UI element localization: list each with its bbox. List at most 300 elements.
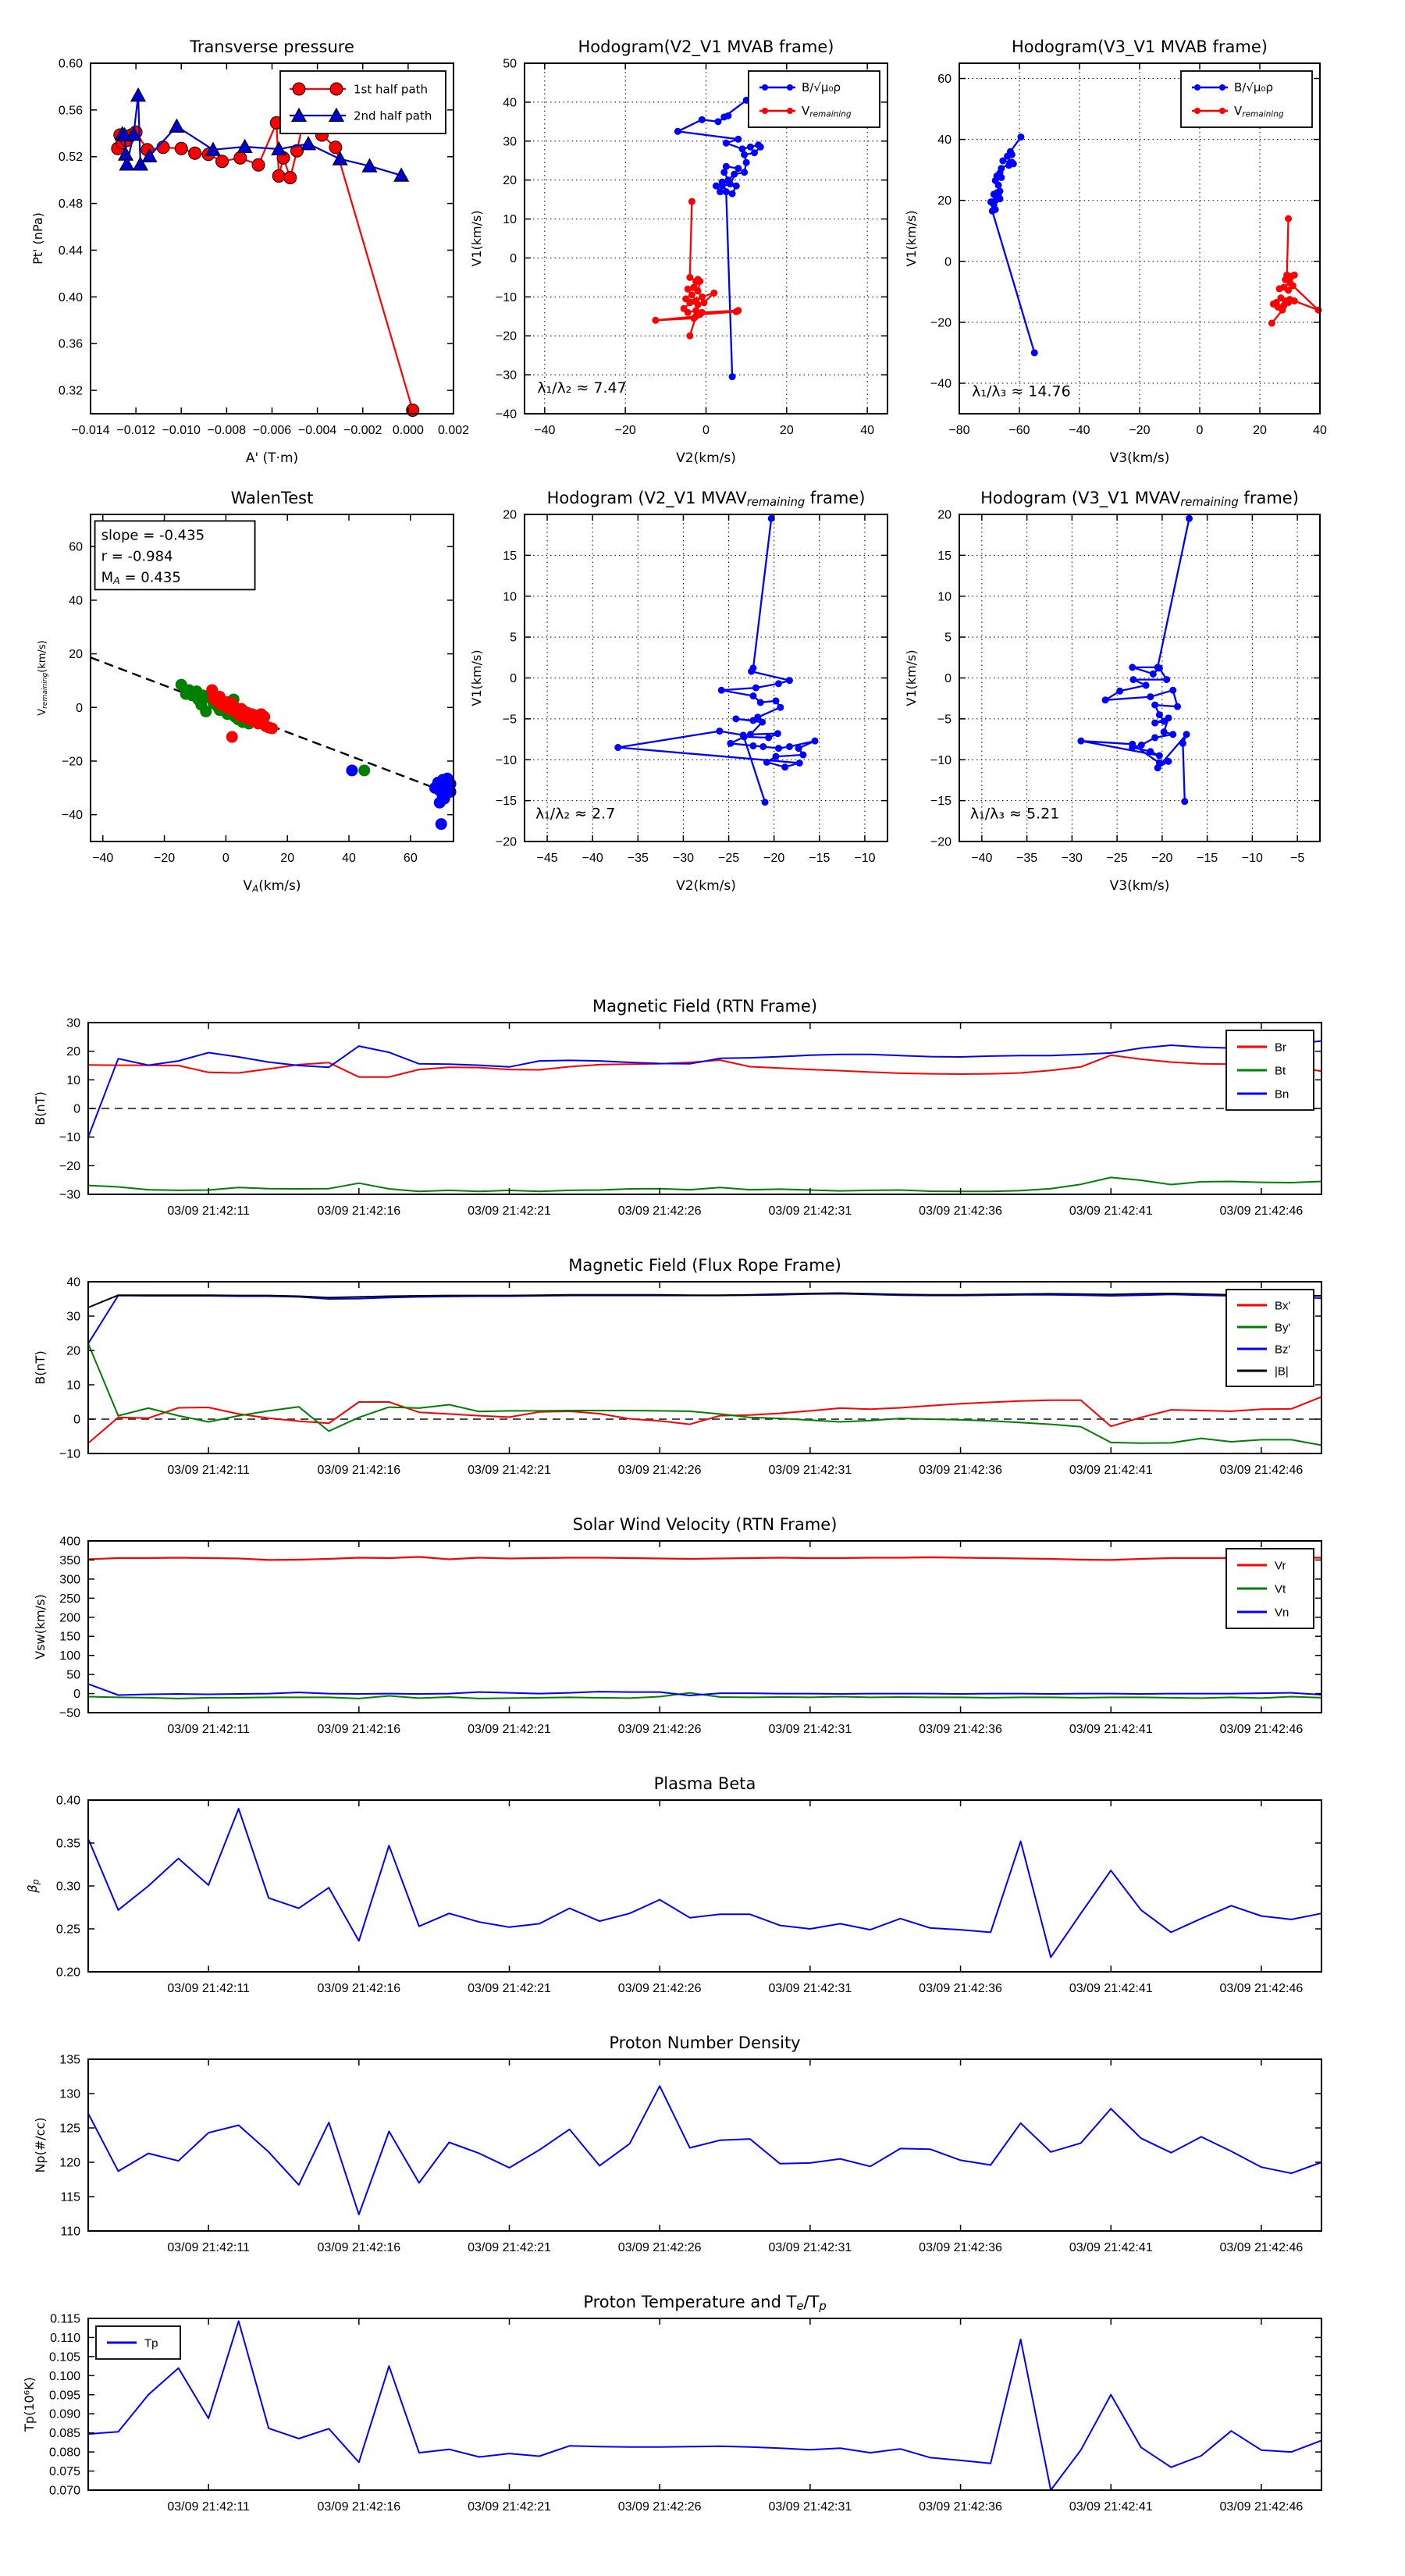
x-tick-label: 0 xyxy=(222,852,229,865)
dot-marker xyxy=(1156,753,1163,760)
y-tick-label: 350 xyxy=(59,1553,80,1567)
y-tick-label: 300 xyxy=(59,1573,80,1587)
dot-marker xyxy=(1276,285,1283,292)
axes-box xyxy=(88,2318,1321,2490)
series-Vn xyxy=(88,1684,1321,1695)
triangle-marker xyxy=(237,140,251,153)
dot-marker xyxy=(1156,711,1163,718)
x-tick-label: 03/09 21:42:46 xyxy=(1219,1464,1304,1477)
x-tick-label: −0.010 xyxy=(162,424,201,437)
dot-marker xyxy=(1154,764,1161,771)
y-tick-label: 115 xyxy=(60,2190,80,2204)
y-tick-label: 125 xyxy=(59,2122,80,2136)
x-axis-label: A' (T·m) xyxy=(245,450,299,466)
dot-marker xyxy=(1138,742,1145,749)
x-tick-label: 03/09 21:42:36 xyxy=(919,1464,1002,1477)
y-tick-label: 10 xyxy=(66,1073,80,1087)
y-axis-label: Pt' (nPa) xyxy=(30,212,45,265)
dot-marker xyxy=(1186,515,1193,522)
x-tick-label: 03/09 21:42:26 xyxy=(617,1982,702,1995)
stats-line: r = -0.984 xyxy=(101,548,173,565)
circle-marker xyxy=(216,155,229,168)
chart-title: Magnetic Field (RTN Frame) xyxy=(592,997,818,1016)
x-tick-label: 03/09 21:42:16 xyxy=(317,2500,401,2514)
x-axis-label: V3(km/s) xyxy=(1109,450,1170,466)
series-Vr xyxy=(88,1557,1321,1560)
dot-marker xyxy=(749,692,756,699)
dot-marker xyxy=(777,704,784,711)
chart-title: Plasma Beta xyxy=(653,1774,756,1793)
dot-marker xyxy=(732,715,739,722)
dot-marker xyxy=(773,753,780,760)
dot-marker xyxy=(715,118,722,125)
dot-marker xyxy=(695,287,702,294)
dot-marker xyxy=(674,128,681,135)
y-tick-label: 40 xyxy=(66,1276,80,1290)
annotation: λ₁/λ₃ ≈ 14.76 xyxy=(972,382,1071,400)
dot-marker xyxy=(735,136,742,143)
y-tick-label: −5 xyxy=(937,713,951,727)
dot-marker xyxy=(741,151,748,158)
dot-marker xyxy=(799,751,806,758)
x-axis-label: V3(km/s) xyxy=(1109,878,1170,894)
y-axis-label: Vsw(km/s) xyxy=(33,1594,48,1660)
x-tick-label: −10 xyxy=(1241,852,1263,865)
x-axis-label: V2(km/s) xyxy=(676,450,736,466)
legend-label: Bn xyxy=(1275,1087,1289,1101)
x-tick-label: 03/09 21:42:31 xyxy=(768,1464,852,1477)
legend-label: Br xyxy=(1275,1041,1286,1055)
legend-label: Vremaining xyxy=(1234,104,1284,119)
dot-marker xyxy=(747,144,754,151)
x-tick-label: 03/09 21:42:46 xyxy=(1219,1723,1304,1736)
dot-marker xyxy=(723,188,730,195)
y-tick-label: 0 xyxy=(73,1102,80,1116)
dot-marker xyxy=(762,84,768,91)
dot-marker xyxy=(266,723,278,735)
x-tick-label: 03/09 21:42:21 xyxy=(468,2241,551,2254)
chart-title: Transverse pressure xyxy=(190,37,354,56)
dot-marker xyxy=(1315,307,1322,314)
x-tick-label: −20 xyxy=(154,852,176,865)
y-axis-label: B(nT) xyxy=(33,1091,48,1126)
x-tick-label: 03/09 21:42:26 xyxy=(617,1204,702,1218)
x-tick-label: −25 xyxy=(1106,852,1128,865)
dot-marker xyxy=(1163,676,1170,683)
dot-marker xyxy=(1183,731,1190,738)
dot-marker xyxy=(759,743,767,750)
y-tick-label: 30 xyxy=(66,1310,80,1324)
chart-title: WalenTest xyxy=(230,489,314,507)
axes-box xyxy=(88,1800,1321,1972)
y-tick-label: 5 xyxy=(944,631,951,645)
y-tick-label: −30 xyxy=(495,368,517,382)
x-tick-label: −5 xyxy=(1290,852,1305,865)
series-Bt xyxy=(88,1177,1321,1191)
dot-marker xyxy=(688,291,695,298)
dot-marker xyxy=(765,734,772,741)
y-tick-label: 135 xyxy=(59,2053,80,2067)
y-tick-label: −40 xyxy=(61,809,83,823)
y-tick-label: 0.40 xyxy=(55,1794,80,1808)
x-tick-label: 03/09 21:42:31 xyxy=(768,2500,852,2514)
x-tick-label: 03/09 21:42:11 xyxy=(167,1464,250,1477)
dot-marker xyxy=(436,818,447,830)
dot-marker xyxy=(773,697,780,704)
y-tick-label: 50 xyxy=(503,57,517,71)
dot-marker xyxy=(445,778,457,790)
legend-label: B/√μ₀ρ xyxy=(1234,80,1273,94)
y-tick-label: −20 xyxy=(495,329,517,343)
dot-marker xyxy=(1179,740,1186,747)
dot-marker xyxy=(686,274,693,281)
y-tick-label: 0 xyxy=(73,1413,80,1427)
dot-marker xyxy=(741,169,748,176)
y-tick-label: 0.30 xyxy=(55,1880,80,1894)
circle-marker xyxy=(234,151,247,164)
y-tick-label: 10 xyxy=(937,590,951,604)
dot-marker xyxy=(787,84,793,91)
legend-label: Bt xyxy=(1275,1064,1286,1078)
x-tick-label: −30 xyxy=(1061,852,1083,865)
chart-title: Proton Temperature and Te/Tp xyxy=(583,2293,827,2314)
y-tick-label: 10 xyxy=(66,1379,80,1393)
dot-marker xyxy=(727,180,734,187)
y-tick-label: 0.095 xyxy=(48,2389,80,2403)
dot-marker xyxy=(1169,731,1176,738)
circle-marker xyxy=(293,83,305,95)
series-Np xyxy=(88,2086,1321,2215)
x-tick-label: 03/09 21:42:36 xyxy=(919,1982,1002,1995)
y-axis-label: V1(km/s) xyxy=(904,649,919,706)
circle-marker xyxy=(252,158,265,171)
dot-marker xyxy=(696,278,703,285)
legend-label: B/√μ₀ρ xyxy=(802,80,841,94)
y-axis-label: V1(km/s) xyxy=(469,649,484,706)
y-tick-label: −10 xyxy=(495,290,517,304)
dot-marker xyxy=(1129,676,1136,683)
dot-marker xyxy=(1017,133,1024,141)
x-tick-label: −40 xyxy=(1069,424,1090,437)
chart-solar-wind-velocity xyxy=(33,1515,1321,1736)
x-tick-label: 03/09 21:42:26 xyxy=(617,2241,702,2254)
y-tick-label: 20 xyxy=(503,174,517,188)
x-tick-label: 03/09 21:42:16 xyxy=(317,1723,401,1736)
dot-marker xyxy=(686,333,693,340)
series-Tp xyxy=(88,2321,1321,2490)
chart-title: Hodogram (V3_V1 MVAVremaining frame) xyxy=(980,489,1299,510)
circle-marker xyxy=(272,169,285,182)
y-tick-label: 0 xyxy=(510,251,517,265)
y-tick-label: 0.25 xyxy=(55,1923,80,1937)
dot-marker xyxy=(1151,720,1158,727)
y-tick-label: 0 xyxy=(76,701,83,715)
circle-marker xyxy=(284,172,297,184)
y-tick-label: 0.32 xyxy=(58,384,83,398)
x-tick-label: −40 xyxy=(971,852,993,865)
series-By-prime xyxy=(88,1343,1321,1445)
x-tick-label: 40 xyxy=(342,852,356,865)
dot-marker xyxy=(1165,758,1172,765)
series-Bx-prime xyxy=(88,1397,1321,1443)
x-tick-label: −0.006 xyxy=(252,424,292,437)
x-tick-label: 03/09 21:42:31 xyxy=(768,1982,852,1995)
y-axis-label: Tp(10⁶K) xyxy=(22,2377,37,2432)
chart-title: Proton Number Density xyxy=(609,2033,801,2052)
y-tick-label: 0 xyxy=(944,255,951,269)
dot-marker xyxy=(1291,272,1298,279)
dot-marker xyxy=(700,299,707,306)
dot-marker xyxy=(763,759,770,766)
y-tick-label: 15 xyxy=(503,549,517,563)
x-tick-label: 20 xyxy=(1253,424,1267,437)
x-tick-label: 20 xyxy=(779,424,794,437)
x-tick-label: −15 xyxy=(809,852,831,865)
dot-marker xyxy=(989,208,996,215)
x-tick-label: −0.014 xyxy=(71,424,110,437)
series-Br xyxy=(88,1055,1321,1077)
y-tick-label: 0 xyxy=(944,672,951,685)
dot-marker xyxy=(999,157,1006,164)
dot-marker xyxy=(688,198,695,205)
x-tick-label: 03/09 21:42:41 xyxy=(1069,1723,1153,1736)
dot-marker xyxy=(998,174,1005,181)
chart-proton-temperature xyxy=(22,2293,1321,2514)
y-tick-label: 20 xyxy=(937,508,951,522)
y-tick-label: 0.48 xyxy=(58,197,83,212)
dot-marker xyxy=(1008,158,1016,165)
dot-marker xyxy=(1150,671,1157,678)
dot-marker xyxy=(723,163,730,170)
series-Bn xyxy=(88,1041,1321,1137)
y-tick-label: 20 xyxy=(66,1344,80,1358)
stats-line: slope = -0.435 xyxy=(101,527,205,544)
dot-marker xyxy=(1161,728,1168,735)
y-tick-label: 0.44 xyxy=(58,244,83,258)
dot-marker xyxy=(733,183,740,190)
dot-marker xyxy=(757,144,764,151)
dot-marker xyxy=(796,760,803,767)
x-tick-label: 0.002 xyxy=(437,424,470,437)
legend xyxy=(96,2326,180,2359)
chart-magnetic-field-flux-rope xyxy=(33,1256,1321,1477)
x-tick-label: 03/09 21:42:16 xyxy=(317,1464,401,1477)
y-tick-label: −10 xyxy=(930,753,951,767)
dot-marker xyxy=(1143,681,1150,688)
y-tick-label: 0.110 xyxy=(50,2331,80,2345)
chart-hodogram-v3v1-mvab xyxy=(904,37,1327,466)
legend-label: Tp xyxy=(144,2336,158,2350)
x-tick-label: −45 xyxy=(536,852,558,865)
chart-title: Magnetic Field (Flux Rope Frame) xyxy=(568,1256,841,1275)
dot-marker xyxy=(786,743,793,750)
dot-marker xyxy=(1031,349,1038,356)
axes-box xyxy=(88,1541,1321,1713)
y-tick-label: 0 xyxy=(510,672,517,685)
chart-hodogram-v2v1-mvav xyxy=(469,489,887,894)
y-tick-label: 60 xyxy=(69,540,83,554)
x-tick-label: −30 xyxy=(672,852,695,865)
legend-label: Vt xyxy=(1275,1582,1286,1596)
y-tick-label: 150 xyxy=(59,1630,80,1644)
y-tick-label: 0.40 xyxy=(58,290,83,304)
y-tick-label: 0.100 xyxy=(48,2369,80,2383)
y-tick-label: 0.075 xyxy=(48,2465,80,2479)
x-tick-label: 03/09 21:42:21 xyxy=(468,1982,551,1995)
dot-marker xyxy=(729,373,736,380)
dot-marker xyxy=(1169,687,1176,694)
legend-label: Bx' xyxy=(1275,1299,1291,1313)
x-axis-label: V2(km/s) xyxy=(676,878,736,894)
y-tick-label: 0.20 xyxy=(55,1966,80,1980)
x-tick-label: −0.002 xyxy=(343,424,382,437)
annotation: λ₁/λ₃ ≈ 5.21 xyxy=(969,805,1060,823)
dot-marker xyxy=(1181,798,1188,805)
y-tick-label: 50 xyxy=(66,1668,80,1682)
y-tick-label: 40 xyxy=(503,96,517,110)
x-tick-label: 03/09 21:42:26 xyxy=(617,2500,702,2514)
dot-marker xyxy=(787,108,793,114)
dot-marker xyxy=(1151,734,1158,741)
dot-marker xyxy=(713,183,720,190)
legend-label: Vremaining xyxy=(802,104,852,119)
dot-marker xyxy=(731,171,738,178)
dot-marker xyxy=(743,159,750,166)
x-tick-label: 03/09 21:42:16 xyxy=(317,1982,401,1995)
y-tick-label: 20 xyxy=(937,194,951,208)
y-tick-label: 250 xyxy=(59,1592,80,1606)
dot-marker xyxy=(812,738,819,745)
legend xyxy=(1181,71,1312,127)
legend-label: Bz' xyxy=(1275,1343,1291,1357)
y-tick-label: 110 xyxy=(60,2225,80,2239)
y-tick-label: −40 xyxy=(495,407,517,422)
x-tick-label: 03/09 21:42:31 xyxy=(768,1204,852,1218)
dot-marker xyxy=(1285,299,1292,306)
y-tick-label: 0 xyxy=(73,1688,80,1702)
y-axis-label: Vremaining(km/s) xyxy=(37,640,50,716)
legend xyxy=(1226,1030,1314,1110)
y-tick-label: −30 xyxy=(59,1188,80,1202)
legend-label: Vn xyxy=(1275,1606,1289,1620)
dot-marker xyxy=(749,717,756,724)
y-tick-label: −15 xyxy=(930,795,951,809)
y-tick-label: −10 xyxy=(495,753,517,767)
x-tick-label: 03/09 21:42:41 xyxy=(1069,2500,1153,2514)
legend-label: |B| xyxy=(1275,1364,1289,1379)
annotation: λ₁/λ₂ ≈ 2.7 xyxy=(535,805,616,823)
y-tick-label: 20 xyxy=(503,508,517,522)
dot-marker xyxy=(1147,748,1154,755)
legend xyxy=(280,71,446,133)
dot-marker xyxy=(774,730,781,737)
y-tick-label: 20 xyxy=(66,1045,80,1059)
x-tick-label: 03/09 21:42:36 xyxy=(919,2500,1002,2514)
x-tick-label: 0.000 xyxy=(392,424,424,437)
x-tick-label: 03/09 21:42:26 xyxy=(617,1723,702,1736)
axes-box xyxy=(88,1282,1321,1453)
y-tick-label: −15 xyxy=(495,795,517,809)
dot-marker xyxy=(1147,693,1154,700)
x-tick-label: −25 xyxy=(717,852,740,865)
series-Bz-prime xyxy=(88,1293,1321,1343)
dot-marker xyxy=(786,677,793,684)
x-tick-label: −40 xyxy=(534,424,556,437)
y-tick-label: −20 xyxy=(930,316,951,330)
x-tick-label: 20 xyxy=(280,852,295,865)
dot-marker xyxy=(775,680,782,687)
y-tick-label: −50 xyxy=(59,1706,80,1720)
y-tick-label: −20 xyxy=(495,835,517,849)
y-tick-label: 10 xyxy=(503,590,517,604)
x-tick-label: 03/09 21:42:11 xyxy=(167,1204,250,1218)
y-tick-label: 0.080 xyxy=(48,2446,80,2460)
x-tick-label: 03/09 21:42:46 xyxy=(1219,1204,1304,1218)
dot-marker xyxy=(751,149,758,156)
y-tick-label: −10 xyxy=(59,1131,80,1145)
legend-label: 1st half path xyxy=(354,82,429,97)
x-tick-label: 60 xyxy=(403,852,418,865)
x-tick-label: 03/09 21:42:31 xyxy=(768,1723,852,1736)
dot-marker xyxy=(1194,108,1200,114)
x-tick-label: 03/09 21:42:21 xyxy=(468,1723,551,1736)
dot-marker xyxy=(439,793,450,805)
x-tick-label: 03/09 21:42:11 xyxy=(167,2500,250,2514)
chart-title: Hodogram (V2_V1 MVAVremaining frame) xyxy=(546,489,866,510)
legend-label: 2nd half path xyxy=(354,109,432,123)
dot-marker xyxy=(729,190,736,197)
y-tick-label: −40 xyxy=(930,377,951,391)
dot-marker xyxy=(795,745,802,752)
dot-marker xyxy=(685,286,692,293)
dot-marker xyxy=(1165,714,1172,721)
x-tick-label: 03/09 21:42:46 xyxy=(1219,2500,1304,2514)
dot-marker xyxy=(733,308,740,315)
y-tick-label: −20 xyxy=(61,755,83,769)
y-tick-label: 0.105 xyxy=(48,2350,80,2364)
dot-marker xyxy=(735,165,742,172)
x-tick-label: −20 xyxy=(1151,852,1173,865)
dot-marker xyxy=(724,112,731,119)
y-axis-label: B(nT) xyxy=(33,1350,48,1385)
x-tick-label: −15 xyxy=(1197,852,1218,865)
x-tick-label: 03/09 21:42:21 xyxy=(468,2500,551,2514)
dot-marker xyxy=(1156,664,1163,671)
x-tick-label: 03/09 21:42:21 xyxy=(468,1204,551,1218)
x-tick-label: −0.008 xyxy=(207,424,247,437)
y-tick-label: −20 xyxy=(59,1159,80,1173)
y-tick-label: 0.35 xyxy=(55,1837,80,1851)
dot-marker xyxy=(346,764,357,776)
dot-marker xyxy=(762,799,769,806)
x-axis-label: VA(km/s) xyxy=(243,878,301,895)
y-axis-label: Np(#/cc) xyxy=(33,2117,48,2173)
dot-marker xyxy=(699,116,706,123)
y-tick-label: 0.56 xyxy=(58,104,83,118)
y-tick-label: 0.085 xyxy=(48,2427,80,2441)
x-tick-label: −0.012 xyxy=(116,424,155,437)
chart-plasma-beta xyxy=(25,1774,1321,1995)
dot-marker xyxy=(226,731,238,743)
stats-line: MA = 0.435 xyxy=(101,569,181,587)
y-tick-label: −20 xyxy=(930,835,951,849)
x-tick-label: −80 xyxy=(948,424,970,437)
dot-marker xyxy=(1129,741,1136,748)
dot-marker xyxy=(1116,688,1123,695)
y-tick-label: 60 xyxy=(937,73,951,87)
dot-marker xyxy=(686,299,693,306)
legend xyxy=(1226,1549,1314,1628)
